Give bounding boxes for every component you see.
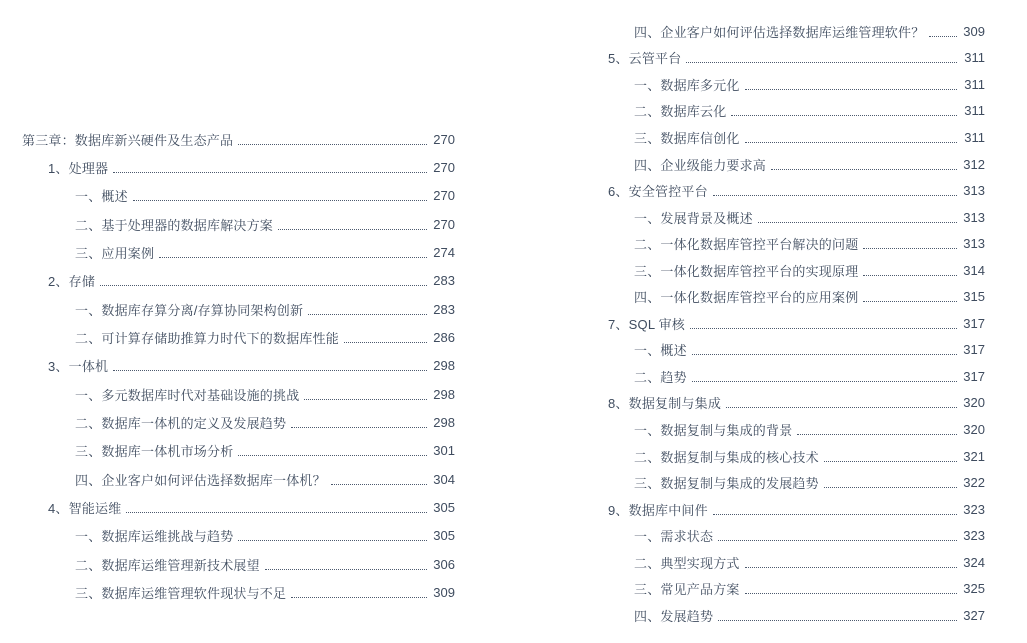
dot-leader (159, 257, 427, 258)
toc-entry-page: 270 (433, 160, 455, 176)
toc-entry-page: 305 (433, 528, 455, 544)
toc-entry-page: 323 (963, 501, 985, 517)
dot-leader (238, 540, 427, 541)
dot-leader (745, 593, 957, 594)
toc-entry[interactable] (634, 443, 985, 470)
toc-entry-label: 二、数据复制与集成的核心技术 (634, 449, 819, 465)
dot-leader (863, 248, 957, 249)
toc-entry-page: 322 (963, 475, 985, 491)
toc-entry-page: 317 (963, 342, 985, 358)
toc-entry-label: 1、处理器 (48, 161, 109, 177)
toc-entry[interactable] (634, 151, 985, 178)
dot-leader (291, 427, 427, 428)
toc-entry-page: 325 (963, 581, 985, 597)
toc-entry[interactable] (608, 177, 985, 204)
dot-leader (265, 569, 427, 570)
toc-entry-label: 第三章：数据库新兴硬件及生态产品 (22, 132, 234, 148)
toc-entry-label: 二、数据库一体机的定义及发展趋势 (75, 416, 287, 432)
toc-entry-label: 9、数据库中间件 (608, 502, 708, 518)
toc-column-left (22, 125, 455, 607)
toc-entry[interactable] (634, 283, 985, 310)
toc-entry-page: 309 (433, 585, 455, 601)
toc-entry-label: 三、数据库信创化 (634, 130, 740, 146)
toc-entry-label: 二、基于处理器的数据库解决方案 (75, 217, 274, 233)
dot-leader (713, 195, 957, 196)
toc-entry-page: 320 (963, 421, 985, 437)
toc-entry[interactable] (634, 522, 985, 549)
toc-entry[interactable] (75, 522, 455, 550)
toc-entry-page: 312 (963, 156, 985, 172)
toc-entry-label: 二、趋势 (634, 369, 687, 385)
dot-leader (238, 455, 427, 456)
toc-entry[interactable] (48, 153, 455, 181)
toc-entry-page: 286 (433, 330, 455, 346)
toc-entry[interactable] (634, 575, 985, 602)
dot-leader (929, 36, 957, 37)
toc-entry-label: 四、企业客户如何评估选择数据库一体机？ (75, 472, 326, 488)
toc-entry-page: 301 (433, 443, 455, 459)
dot-leader (731, 115, 957, 116)
toc-entry-label: 三、应用案例 (75, 246, 155, 262)
dot-leader (758, 222, 957, 223)
toc-entry-page: 315 (963, 289, 985, 305)
toc-entry-page: 313 (963, 236, 985, 252)
toc-entry-label: 三、数据复制与集成的发展趋势 (634, 476, 819, 492)
toc-entry-page: 283 (433, 273, 455, 289)
toc-entry[interactable] (634, 18, 985, 45)
toc-entry-label: 三、数据库运维管理软件现状与不足 (75, 586, 287, 602)
dot-leader (126, 512, 427, 513)
dot-leader (718, 540, 957, 541)
toc-entry[interactable] (48, 267, 455, 295)
toc-entry-label: 7、SQL 审核 (608, 316, 685, 332)
toc-entry-label: 二、典型实现方式 (634, 555, 740, 571)
dot-leader (745, 89, 957, 90)
dot-leader (863, 301, 957, 302)
toc-entry[interactable] (634, 469, 985, 496)
toc-entry[interactable] (634, 337, 985, 364)
dot-leader (692, 354, 957, 355)
dot-leader (291, 597, 427, 598)
dot-leader (713, 514, 957, 515)
toc-entry[interactable] (75, 210, 455, 238)
toc-entry[interactable] (634, 71, 985, 98)
dot-leader (745, 142, 957, 143)
toc-entry[interactable] (75, 238, 455, 266)
toc-entry-page: 305 (433, 500, 455, 516)
toc-entry-page: 324 (963, 554, 985, 570)
toc-entry-label: 二、可计算存储助推算力时代下的数据库性能 (75, 331, 340, 347)
toc-entry[interactable] (634, 257, 985, 284)
toc-entry-label: 四、一体化数据库管控平台的应用案例 (634, 290, 859, 306)
toc-entry-label: 6、安全管控平台 (608, 184, 708, 200)
toc-entry-label: 一、数据库运维挑战与趋势 (75, 529, 234, 545)
toc-entry-page: 311 (964, 76, 985, 92)
toc-entry-label: 一、概述 (634, 343, 687, 359)
toc-entry-label: 一、多元数据库时代对基础设施的挑战 (75, 387, 300, 403)
toc-entry-page: 327 (963, 607, 985, 623)
toc-entry-label: 二、数据库云化 (634, 104, 727, 120)
toc-entry[interactable] (634, 549, 985, 576)
toc-entry-page: 274 (433, 245, 455, 261)
toc-column-right (608, 18, 985, 629)
toc-entry-page: 313 (963, 209, 985, 225)
toc-entry-label: 四、企业级能力要求高 (634, 157, 767, 173)
dot-leader (113, 370, 427, 371)
toc-entry-label: 一、数据复制与集成的背景 (634, 422, 793, 438)
toc-entry-label: 三、常见产品方案 (634, 582, 740, 598)
toc-entry-page: 298 (433, 415, 455, 431)
toc-entry-label: 三、数据库一体机市场分析 (75, 444, 234, 460)
dot-leader (863, 275, 957, 276)
toc-entry[interactable] (75, 550, 455, 578)
toc-entry[interactable] (634, 98, 985, 125)
dot-leader (133, 200, 427, 201)
toc-entry[interactable] (48, 493, 455, 521)
toc-entry-label: 四、企业客户如何评估选择数据库运维管理软件？ (634, 24, 925, 40)
dot-leader (331, 484, 427, 485)
dot-leader (771, 169, 957, 170)
toc-entry-label: 一、数据库多元化 (634, 77, 740, 93)
dot-leader (308, 314, 427, 315)
toc-entry-page: 313 (963, 183, 985, 199)
toc-entry[interactable] (634, 416, 985, 443)
toc-entry-label: 一、发展背景及概述 (634, 210, 753, 226)
toc-entry[interactable] (634, 363, 985, 390)
toc-entry-page: 298 (433, 358, 455, 374)
toc-entry-label: 二、一体化数据库管控平台解决的问题 (634, 237, 859, 253)
toc-entry-page: 317 (963, 368, 985, 384)
dot-leader (824, 461, 957, 462)
toc-entry-page: 309 (963, 23, 985, 39)
toc-entry-label: 2、存储 (48, 274, 96, 290)
dot-leader (278, 229, 427, 230)
dot-leader (344, 342, 427, 343)
toc-entry-page: 270 (433, 188, 455, 204)
dot-leader (686, 62, 957, 63)
toc-entry-page: 298 (433, 386, 455, 402)
dot-leader (113, 172, 427, 173)
toc-entry-label: 一、数据库存算分离/存算协同架构创新 (75, 302, 304, 318)
toc-entry[interactable] (75, 437, 455, 465)
dot-leader (692, 381, 957, 382)
toc-entry-page: 283 (433, 301, 455, 317)
toc-entry-label: 4、智能运维 (48, 501, 122, 517)
toc-entry-page: 270 (433, 216, 455, 232)
dot-leader (238, 144, 427, 145)
toc-entry-page: 323 (963, 528, 985, 544)
toc-entry-label: 5、云管平台 (608, 51, 682, 67)
toc-entry[interactable] (608, 310, 985, 337)
toc-entry[interactable] (634, 602, 985, 629)
toc-entry[interactable] (634, 204, 985, 231)
toc-entry[interactable] (634, 230, 985, 257)
toc-entry-page: 304 (433, 471, 455, 487)
dot-leader (797, 434, 957, 435)
toc-entry[interactable] (75, 408, 455, 436)
toc-entry-label: 一、概述 (75, 189, 128, 205)
toc-entry-page: 306 (433, 556, 455, 572)
toc-entry[interactable] (75, 323, 455, 351)
toc-entry-page: 320 (963, 395, 985, 411)
toc-entry[interactable] (48, 352, 455, 380)
toc-entry[interactable] (608, 45, 985, 72)
dot-leader (718, 620, 957, 621)
toc-entry-label: 二、数据库运维管理新技术展望 (75, 557, 260, 573)
toc-entry[interactable] (22, 125, 455, 153)
toc-entry-label: 3、一体机 (48, 359, 109, 375)
toc-entry-page: 270 (433, 131, 455, 147)
toc-entry[interactable] (634, 124, 985, 151)
toc-entry-label: 四、发展趋势 (634, 608, 714, 624)
toc-entry-page: 311 (964, 50, 985, 66)
dot-leader (824, 487, 957, 488)
toc-entry[interactable] (75, 182, 455, 210)
toc-entry-page: 317 (963, 315, 985, 331)
dot-leader (100, 285, 427, 286)
toc-entry[interactable] (608, 496, 985, 523)
toc-entry[interactable] (75, 465, 455, 493)
toc-entry-label: 三、一体化数据库管控平台的实现原理 (634, 263, 859, 279)
dot-leader (745, 567, 957, 568)
toc-entry-label: 一、需求状态 (634, 529, 714, 545)
toc-entry[interactable] (75, 380, 455, 408)
dot-leader (690, 328, 957, 329)
dot-leader (726, 407, 957, 408)
dot-leader (304, 399, 427, 400)
toc-entry-label: 8、数据复制与集成 (608, 396, 722, 412)
toc-entry[interactable] (75, 295, 455, 323)
toc-entry[interactable] (608, 390, 985, 417)
toc-entry-page: 314 (963, 262, 985, 278)
toc-entry-page: 311 (964, 103, 985, 119)
toc-entry-page: 321 (963, 448, 985, 464)
toc-entry-page: 311 (964, 129, 985, 145)
toc-entry[interactable] (75, 579, 455, 607)
